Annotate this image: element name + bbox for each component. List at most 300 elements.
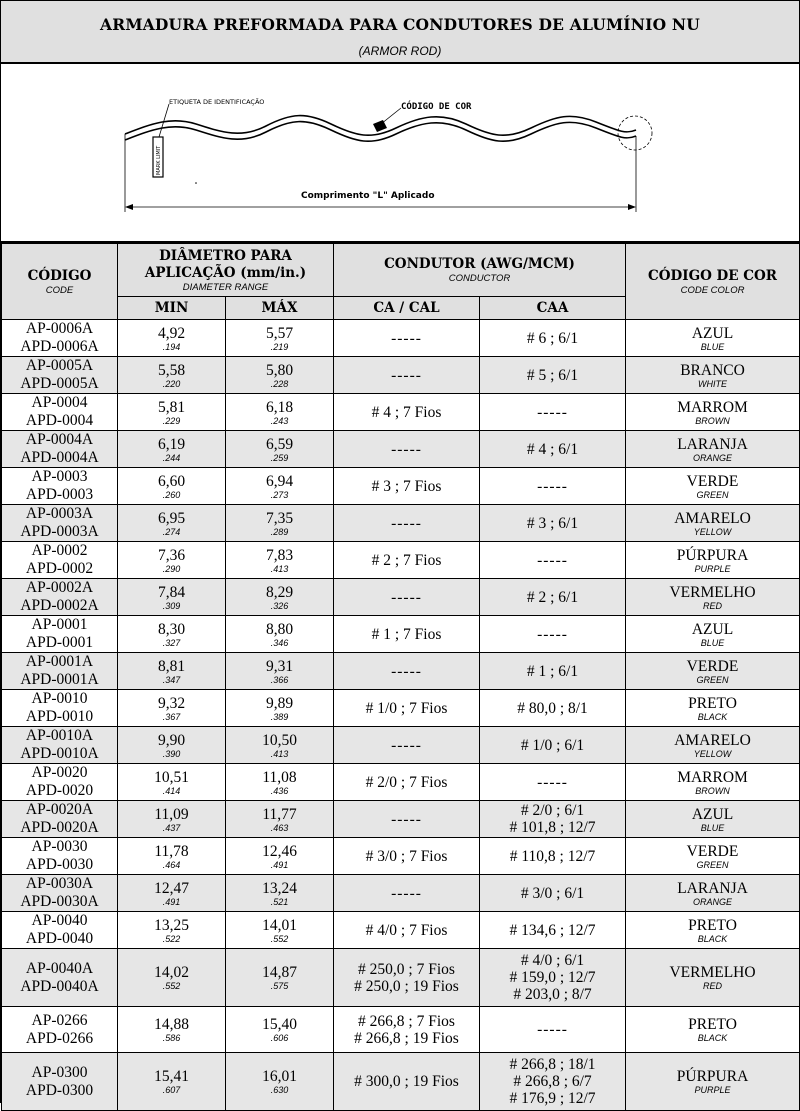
max-cell: [226, 838, 334, 875]
color-code-cell: [626, 912, 800, 949]
page-subtitle: (ARMOR ROD): [358, 44, 442, 58]
color-name-en: PURPLE: [694, 1085, 731, 1095]
product-code: AP-0030: [31, 838, 88, 855]
table-body: [2, 320, 800, 1111]
max-in: .463: [270, 822, 289, 833]
caa-value: # 4 ; 6/1: [526, 440, 579, 458]
header-code: CÓDIGO CODE: [2, 244, 118, 320]
ca-cal-cell: [334, 727, 480, 764]
min-cell: [118, 505, 226, 542]
max-cell: [226, 1007, 334, 1053]
product-code: APD-0266: [25, 1029, 94, 1047]
table-row: [2, 468, 800, 505]
caa-value: -----: [537, 625, 568, 643]
min-in: .347: [162, 674, 181, 685]
color-name: PRETO: [688, 916, 737, 934]
min-mm: 8,30: [157, 620, 186, 638]
min-cell: [118, 431, 226, 468]
max-mm: 16,01: [262, 1068, 297, 1085]
min-cell: [118, 653, 226, 690]
product-code: APD-0002A: [20, 597, 99, 614]
min-in: .367: [162, 711, 181, 722]
caa-value: # 2/0 ; 6/1: [520, 802, 585, 819]
color-name: MARROM: [677, 398, 748, 416]
table-row: [2, 1053, 800, 1111]
min-in: .586: [162, 1033, 181, 1043]
color-code-cell: [626, 542, 800, 579]
color-code-cell: [626, 727, 800, 764]
code-cell: [2, 949, 118, 1007]
ca-cal-cell: [334, 875, 480, 912]
ca-cal-value: -----: [391, 366, 422, 384]
header-conductor: CONDUTOR (AWG/MCM) CONDUCTOR: [334, 244, 626, 297]
ca-cal-value: -----: [391, 588, 422, 606]
max-in: .575: [270, 981, 289, 991]
table-row: [2, 320, 800, 357]
ca-cal-value: -----: [391, 329, 422, 347]
caa-value: -----: [537, 1021, 568, 1038]
color-code-cell: [626, 838, 800, 875]
table-row: [2, 1007, 800, 1053]
caa-value: # 2 ; 6/1: [526, 588, 579, 606]
max-mm: 7,35: [265, 509, 294, 527]
min-mm: 9,90: [157, 731, 186, 749]
max-in: .273: [270, 489, 289, 500]
code-cell: [2, 875, 118, 912]
code-cell: [2, 431, 118, 468]
color-name-en: PURPLE: [694, 563, 731, 574]
product-code: APD-0040: [25, 930, 94, 947]
product-code: APD-0010A: [20, 745, 99, 762]
min-mm: 13,25: [154, 916, 189, 934]
product-code: APD-0300: [25, 1081, 94, 1099]
product-code: AP-0010A: [25, 727, 94, 744]
caa-cell: [480, 727, 626, 764]
code-cell: [2, 653, 118, 690]
color-name-en: BLACK: [697, 1033, 728, 1043]
ca-cal-value: -----: [391, 514, 422, 532]
caa-value: # 5 ; 6/1: [526, 366, 579, 384]
ca-cal-cell: [334, 653, 480, 690]
dot-mark: [195, 182, 197, 184]
max-mm: 11,08: [262, 768, 297, 786]
caa-cell: [480, 838, 626, 875]
min-mm: 12,47: [154, 879, 189, 897]
min-mm: 7,84: [157, 583, 186, 601]
ca-cal-value: # 3 ; 7 Fios: [371, 477, 442, 495]
max-cell: [226, 875, 334, 912]
min-in: .390: [162, 748, 181, 759]
max-mm: 13,24: [262, 879, 297, 897]
color-name: BRANCO: [680, 361, 745, 379]
max-in: .521: [270, 896, 289, 907]
caa-value: # 101,8 ; 12/7: [509, 819, 596, 836]
max-mm: 7,83: [265, 546, 294, 564]
max-in: .389: [270, 711, 289, 722]
color-code-label: CÓDIGO DE COR: [401, 102, 472, 112]
caa-value: # 159,0 ; 12/7: [509, 969, 596, 986]
ca-cal-cell: [334, 579, 480, 616]
max-cell: [226, 468, 334, 505]
code-cell: [2, 1007, 118, 1053]
product-code: AP-0003: [31, 468, 88, 485]
min-in: .290: [162, 563, 181, 574]
color-name: AZUL: [691, 324, 734, 342]
code-cell: [2, 912, 118, 949]
caa-value: # 110,8 ; 12/7: [509, 847, 596, 865]
product-code: APD-0004A: [20, 449, 99, 466]
color-name: AZUL: [691, 620, 734, 638]
color-code-mark: [373, 120, 387, 132]
product-code: AP-0001A: [25, 653, 94, 670]
code-cell: [2, 690, 118, 727]
max-mm: 6,94: [265, 472, 294, 490]
max-in: .552: [270, 933, 289, 944]
color-code-cell: [626, 505, 800, 542]
ca-cal-value: # 266,8 ; 19 Fios: [354, 1029, 459, 1047]
min-in: .194: [162, 341, 181, 352]
caa-value: # 1 ; 6/1: [526, 662, 579, 680]
min-in: .274: [162, 526, 181, 537]
table-row: [2, 727, 800, 764]
product-code: APD-0002: [25, 560, 94, 577]
min-mm: 9,32: [157, 694, 186, 712]
min-mm: 11,78: [154, 842, 189, 860]
color-name-en: BLUE: [700, 341, 725, 352]
caa-value: # 266,8 ; 6/7: [513, 1073, 592, 1090]
max-cell: [226, 542, 334, 579]
color-name-en: BLUE: [700, 637, 725, 648]
caa-value: # 1/0 ; 6/1: [520, 736, 585, 754]
product-code: AP-0020: [31, 764, 88, 781]
min-cell: [118, 1053, 226, 1111]
max-in: .413: [270, 563, 289, 574]
ca-cal-cell: [334, 357, 480, 394]
color-name-en: GREEN: [696, 859, 729, 870]
armor-rod-table: [1, 243, 800, 1111]
max-cell: [226, 320, 334, 357]
max-mm: 12,46: [262, 842, 297, 860]
min-cell: [118, 394, 226, 431]
color-name: PRETO: [688, 694, 737, 712]
length-label: Comprimento "L" Aplicado: [301, 191, 435, 201]
min-mm: 10,51: [154, 768, 189, 786]
min-cell: [118, 912, 226, 949]
ca-cal-cell: [334, 838, 480, 875]
product-code: APD-0040A: [20, 977, 99, 995]
code-cell: [2, 764, 118, 801]
min-mm: 5,81: [157, 398, 186, 416]
product-code: AP-0266: [31, 1011, 88, 1029]
ca-cal-value: # 266,8 ; 7 Fios: [358, 1012, 455, 1030]
product-code: AP-0002: [31, 542, 88, 559]
min-mm: 11,09: [154, 805, 189, 823]
color-name: MARROM: [677, 768, 748, 786]
code-cell: [2, 1053, 118, 1111]
code-cell: [2, 838, 118, 875]
product-code: APD-0001: [25, 634, 94, 651]
caa-cell: [480, 653, 626, 690]
color-code-cell: [626, 875, 800, 912]
caa-value: # 3 ; 6/1: [526, 514, 579, 532]
header-caa: CAA: [480, 297, 626, 320]
max-mm: 6,18: [265, 398, 294, 416]
min-cell: [118, 579, 226, 616]
min-mm: 14,02: [154, 964, 189, 981]
product-code: AP-0300: [31, 1063, 88, 1081]
product-code: AP-0040A: [25, 959, 94, 977]
color-name: PRETO: [688, 1016, 737, 1033]
tag-lettering: MARK LIMIT: [156, 145, 162, 175]
max-in: .366: [270, 674, 289, 685]
color-name-en: BROWN: [695, 415, 730, 426]
table-row: [2, 394, 800, 431]
ca-cal-cell: [334, 912, 480, 949]
max-in: .606: [270, 1033, 289, 1043]
table-row: [2, 764, 800, 801]
code-cell: [2, 616, 118, 653]
color-code-cell: [626, 579, 800, 616]
product-code: AP-0005A: [25, 357, 94, 374]
color-name: AMARELO: [674, 731, 751, 749]
ca-cal-value: -----: [391, 736, 422, 754]
ca-cal-value: # 1/0 ; 7 Fios: [365, 699, 448, 717]
code-cell: [2, 579, 118, 616]
code-cell: [2, 542, 118, 579]
caa-value: # 266,8 ; 18/1: [509, 1056, 596, 1073]
caa-value: # 134,6 ; 12/7: [509, 921, 596, 939]
product-code: APD-0030A: [20, 893, 99, 910]
caa-cell: [480, 542, 626, 579]
product-code: APD-0010: [25, 708, 94, 725]
caa-value: # 176,9 ; 12/7: [509, 1090, 596, 1107]
ca-cal-value: # 1 ; 7 Fios: [371, 625, 442, 643]
product-code: AP-0030A: [25, 875, 94, 892]
ca-cal-cell: [334, 616, 480, 653]
table-row: [2, 505, 800, 542]
table-row: [2, 357, 800, 394]
caa-cell: [480, 801, 626, 838]
code-cell: [2, 320, 118, 357]
header-ca-cal: CA / CAL: [334, 297, 480, 320]
color-name: LARANJA: [677, 879, 748, 897]
product-code: AP-0040: [31, 912, 88, 929]
color-code-cell: [626, 653, 800, 690]
caa-cell: [480, 357, 626, 394]
min-mm: 6,60: [157, 472, 186, 490]
max-cell: [226, 912, 334, 949]
product-code: APD-0020: [25, 782, 94, 799]
max-in: .289: [270, 526, 289, 537]
caa-cell: [480, 468, 626, 505]
code-cell: [2, 727, 118, 764]
caa-cell: [480, 616, 626, 653]
arrow-left-icon: [125, 204, 133, 210]
min-cell: [118, 1007, 226, 1053]
product-code: APD-0003A: [20, 523, 99, 540]
min-mm: 6,95: [157, 509, 186, 527]
max-mm: 9,31: [265, 657, 294, 675]
max-in: .219: [270, 341, 289, 352]
max-in: .326: [270, 600, 289, 611]
table-row: [2, 653, 800, 690]
color-name: AMARELO: [674, 509, 751, 527]
max-cell: [226, 727, 334, 764]
min-cell: [118, 838, 226, 875]
color-name-en: GREEN: [696, 674, 729, 685]
page-title: ARMADURA PREFORMADA PARA CONDUTORES DE ALUMÍNIO NU: [100, 15, 700, 34]
ca-cal-value: -----: [391, 810, 422, 828]
product-code: APD-0003: [25, 486, 94, 503]
caa-value: # 3/0 ; 6/1: [520, 884, 585, 902]
product-code: APD-0006A: [20, 338, 99, 355]
max-mm: 10,50: [262, 731, 297, 749]
min-mm: 5,58: [157, 361, 186, 379]
product-code: APD-0004: [25, 412, 94, 429]
max-in: .228: [270, 378, 289, 389]
max-cell: [226, 690, 334, 727]
code-cell: [2, 394, 118, 431]
min-in: .437: [162, 822, 181, 833]
product-code: APD-0020A: [20, 819, 99, 836]
caa-cell: [480, 949, 626, 1007]
color-code-cell: [626, 468, 800, 505]
color-name-en: BROWN: [695, 785, 730, 796]
max-mm: 6,59: [265, 435, 294, 453]
ca-cal-value: -----: [391, 440, 422, 458]
color-name-en: GREEN: [696, 489, 729, 500]
max-mm: 9,89: [265, 694, 294, 712]
caa-cell: [480, 912, 626, 949]
min-cell: [118, 801, 226, 838]
product-code: APD-0005A: [20, 375, 99, 392]
max-in: .413: [270, 748, 289, 759]
color-name: LARANJA: [677, 435, 748, 453]
table-row: [2, 801, 800, 838]
color-code-cell: [626, 1007, 800, 1053]
min-cell: [118, 875, 226, 912]
min-in: .552: [162, 981, 181, 991]
min-mm: 6,19: [157, 435, 186, 453]
caa-value: # 4/0 ; 6/1: [520, 952, 585, 969]
caa-cell: [480, 394, 626, 431]
min-in: .220: [162, 378, 181, 389]
table-row: [2, 431, 800, 468]
caa-value: -----: [537, 551, 568, 569]
code-cell: [2, 357, 118, 394]
arrow-right-icon: [628, 204, 636, 210]
table-row: [2, 875, 800, 912]
max-mm: 15,40: [262, 1016, 297, 1033]
color-name-en: RED: [703, 600, 723, 611]
ca-cal-cell: [334, 320, 480, 357]
max-cell: [226, 1053, 334, 1111]
max-mm: 5,57: [265, 324, 294, 342]
min-in: .607: [162, 1085, 181, 1095]
color-name-en: RED: [703, 981, 723, 991]
product-code: AP-0010: [31, 690, 88, 707]
ca-cal-value: -----: [391, 662, 422, 680]
product-code: AP-0004: [31, 394, 88, 411]
max-mm: 14,87: [262, 964, 297, 981]
min-cell: [118, 690, 226, 727]
color-name-en: YELLOW: [693, 526, 732, 537]
min-mm: 4,92: [157, 324, 186, 342]
min-mm: 7,36: [157, 546, 186, 564]
product-code: AP-0006A: [25, 320, 94, 337]
color-leader: [381, 108, 401, 124]
caa-cell: [480, 431, 626, 468]
code-cell: [2, 468, 118, 505]
color-name: VERDE: [686, 842, 739, 860]
color-code-cell: [626, 690, 800, 727]
max-cell: [226, 394, 334, 431]
max-mm: 8,29: [265, 583, 294, 601]
armor-rod-diagram: [1, 64, 799, 243]
header-color-code: CÓDIGO DE COR CODE COLOR: [626, 244, 800, 320]
min-in: .260: [162, 489, 181, 500]
min-mm: 14,88: [154, 1016, 189, 1033]
table-row: [2, 579, 800, 616]
ca-cal-value: # 250,0 ; 7 Fios: [358, 960, 455, 978]
caa-cell: [480, 1007, 626, 1053]
ca-cal-cell: [334, 764, 480, 801]
min-in: .464: [162, 859, 181, 870]
ca-cal-cell: [334, 690, 480, 727]
max-in: .243: [270, 415, 289, 426]
code-cell: [2, 505, 118, 542]
caa-cell: [480, 505, 626, 542]
color-code-cell: [626, 357, 800, 394]
min-cell: [118, 542, 226, 579]
min-cell: [118, 727, 226, 764]
max-cell: [226, 431, 334, 468]
table-row: [2, 542, 800, 579]
max-mm: 14,01: [262, 916, 297, 934]
color-name: VERDE: [686, 657, 739, 675]
max-mm: 11,77: [262, 805, 297, 823]
color-name-en: BLUE: [700, 822, 725, 833]
ca-cal-cell: [334, 542, 480, 579]
min-cell: [118, 320, 226, 357]
min-in: .327: [162, 637, 181, 648]
ca-cal-cell: [334, 468, 480, 505]
caa-value: # 203,0 ; 8/7: [513, 986, 592, 1003]
end-detail-circle: [618, 116, 652, 150]
caa-value: -----: [537, 477, 568, 495]
product-code: AP-0001: [31, 616, 88, 633]
color-code-cell: [626, 394, 800, 431]
min-in: .522: [162, 933, 181, 944]
max-cell: [226, 949, 334, 1007]
color-name-en: ORANGE: [693, 896, 733, 907]
max-in: .491: [270, 859, 289, 870]
table-row: [2, 838, 800, 875]
caa-cell: [480, 579, 626, 616]
min-mm: 8,81: [157, 657, 186, 675]
product-code: AP-0020A: [25, 801, 94, 818]
product-code: AP-0002A: [25, 579, 94, 596]
tag-label: ETIQUETA DE IDENTIFICAÇÃO: [169, 98, 265, 106]
ca-cal-cell: [334, 949, 480, 1007]
header-diameter: DIÂMETRO PARA APLICAÇÃO (mm/in.) DIAMETER RANGE: [118, 244, 334, 297]
caa-value: # 6 ; 6/1: [526, 329, 579, 347]
color-name: PÚRPURA: [676, 1068, 749, 1085]
color-name-en: ORANGE: [693, 452, 733, 463]
ca-cal-cell: [334, 394, 480, 431]
min-in: .229: [162, 415, 181, 426]
product-code: AP-0003A: [25, 505, 94, 522]
